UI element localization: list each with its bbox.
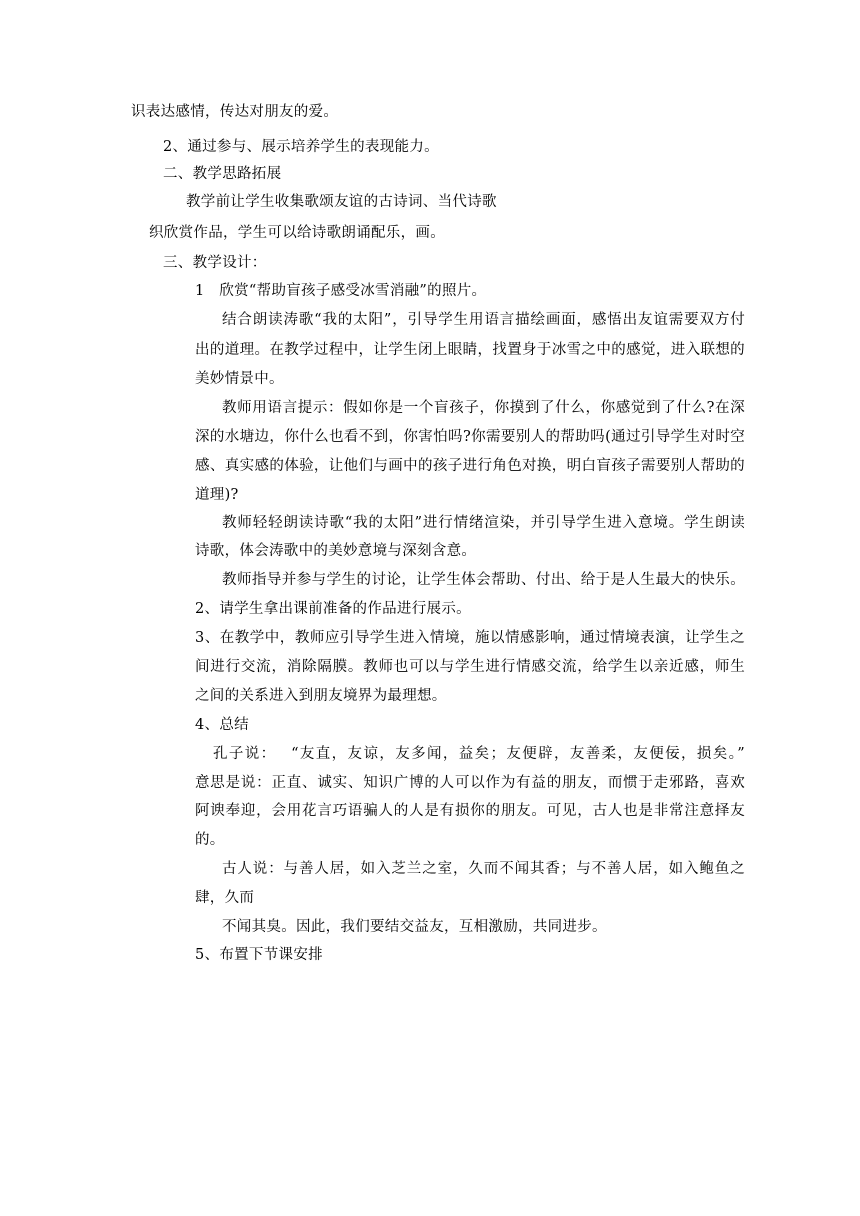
text-line: 不闻其臭。因此，我们要结交益友，互相激励，共同进步。 bbox=[222, 919, 607, 935]
list-item: 3、在教学中，教师应引导学生进入情境，施以情感影响，通过情境表演，让学生之 bbox=[195, 630, 745, 646]
text-line: 2、通过参与、展示培养学生的表现能力。 bbox=[163, 139, 439, 155]
text-line: 教师轻轻朗读诗歌“我的太阳”进行情绪渲染，并引导学生进入意境。学生朗读 bbox=[222, 515, 745, 531]
text-line: 教学前让学生收集歌颂友谊的古诗词、当代诗歌 bbox=[186, 194, 497, 210]
list-item: 4、总结 bbox=[195, 717, 249, 733]
text-line: 出的道理。在教学过程中，让学生闭上眼睛，找置身于冰雪之中的感觉，进入联想的 bbox=[195, 342, 745, 358]
text-line: 感、真实感的体验，让他们与画中的孩子进行角色对换，明白盲孩子需要别人帮助的 bbox=[195, 458, 745, 474]
text-line: 意思是说：正直、诚实、知识广博的人可以作为有益的朋友，而惯于走邪路，喜欢 bbox=[195, 775, 745, 791]
text-line: 美妙情景中。 bbox=[195, 371, 284, 387]
text-line: 诗歌，体会涛歌中的美妙意境与深刻含意。 bbox=[195, 543, 477, 559]
text-line: 结合朗读涛歌“我的太阳”，引导学生用语言描绘画面，感悟出友谊需要双方付 bbox=[222, 312, 745, 328]
text-line: 古人说：与善人居，如入芝兰之室，久而不闻其香；与不善人居，如入鲍鱼之 bbox=[222, 861, 745, 877]
list-item: 1 欣赏“帮助盲孩子感受冰雪消融”的照片。 bbox=[195, 283, 487, 299]
section-heading: 二、教学思路拓展 bbox=[163, 166, 282, 182]
text-line: 的。 bbox=[195, 832, 225, 848]
text-line: 孔子说： “友直，友谅，友多闻，益矣；友便辟，友善柔，友便佞，损矣。” bbox=[213, 746, 745, 762]
text-line: 教师用语言提示：假如你是一个盲孩子，你摸到了什么，你感觉到了什么?在深 bbox=[222, 400, 745, 416]
text-line: 肆，久而 bbox=[195, 890, 255, 906]
text-line: 织欣赏作品，学生可以给诗歌朗诵配乐，画。 bbox=[149, 225, 445, 241]
text-line: 识表达感情，传达对朋友的爱。 bbox=[131, 104, 339, 120]
text-line: 深的水塘边，你什么也看不到，你害怕吗?你需要别人的帮助吗(通过引导学生对时空 bbox=[195, 429, 745, 445]
list-item: 2、请学生拿出课前准备的作品进行展示。 bbox=[195, 601, 471, 617]
text-line: 间进行交流，消除隔膜。教师也可以与学生进行情感交流，给学生以亲近感，师生 bbox=[195, 659, 745, 675]
section-heading: 三、教学设计： bbox=[163, 255, 267, 271]
text-line: 之间的关系进入到朋友境界为最理想。 bbox=[195, 688, 447, 704]
list-item: 5、布置下节课安排 bbox=[195, 947, 323, 963]
text-line: 教师指导并参与学生的讨论，让学生体会帮助、付出、给于是人生最大的快乐。 bbox=[222, 572, 745, 588]
text-line: 阿谀奉迎，会用花言巧语骗人的人是有损你的朋友。可见，古人也是非常注意择友 bbox=[195, 803, 745, 819]
text-line: 道理)? bbox=[195, 487, 239, 503]
